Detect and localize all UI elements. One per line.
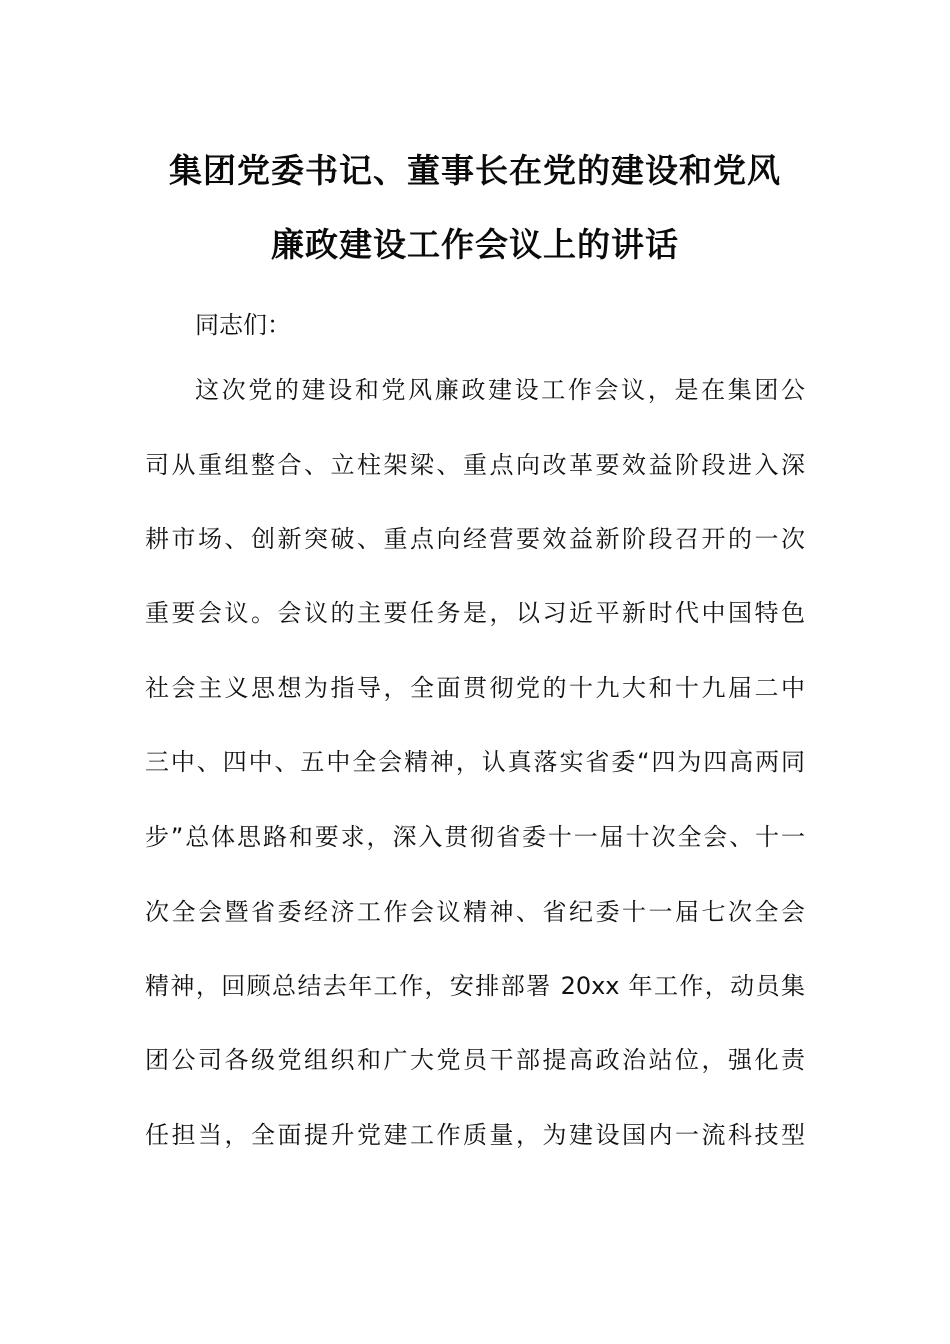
document-title-line-2: 廉政建设工作会议上的讲话 [271,225,679,264]
body-line: 重要会议。会议的主要任务是，以习近平新时代中国特色 [145,599,805,627]
body-line: 社会主义思想为指导，全面贯彻党的十九大和十九届二中 [145,674,805,702]
document-title-line-1: 集团党委书记、董事长在党的建设和党风 [169,151,781,190]
body-line: 司从重组整合、立柱架梁、重点向改革要效益阶段进入深 [145,451,805,479]
body-line: 任担当，全面提升党建工作质量，为建设国内一流科技型 [145,1121,805,1149]
salutation: 同志们： [195,311,291,339]
body-line: 三中、四中、五中全会精神，认真落实省委“四为四高两同 [145,748,805,776]
body-line: 步”总体思路和要求，深入贯彻省委十一届十次全会、十一 [145,823,805,851]
body-line: 耕市场、创新突破、重点向经营要效益新阶段召开的一次 [145,525,805,553]
body-line: 精神，回顾总结去年工作，安排部署 20xx 年工作，动员集 [145,972,805,1000]
body-line: 这次党的建设和党风廉政建设工作会议，是在集团公 [195,376,805,404]
body-line: 团公司各级党组织和广大党员干部提高政治站位，强化责 [145,1046,805,1074]
body-line: 次全会暨省委经济工作会议精神、省纪委十一届七次全会 [145,898,805,926]
